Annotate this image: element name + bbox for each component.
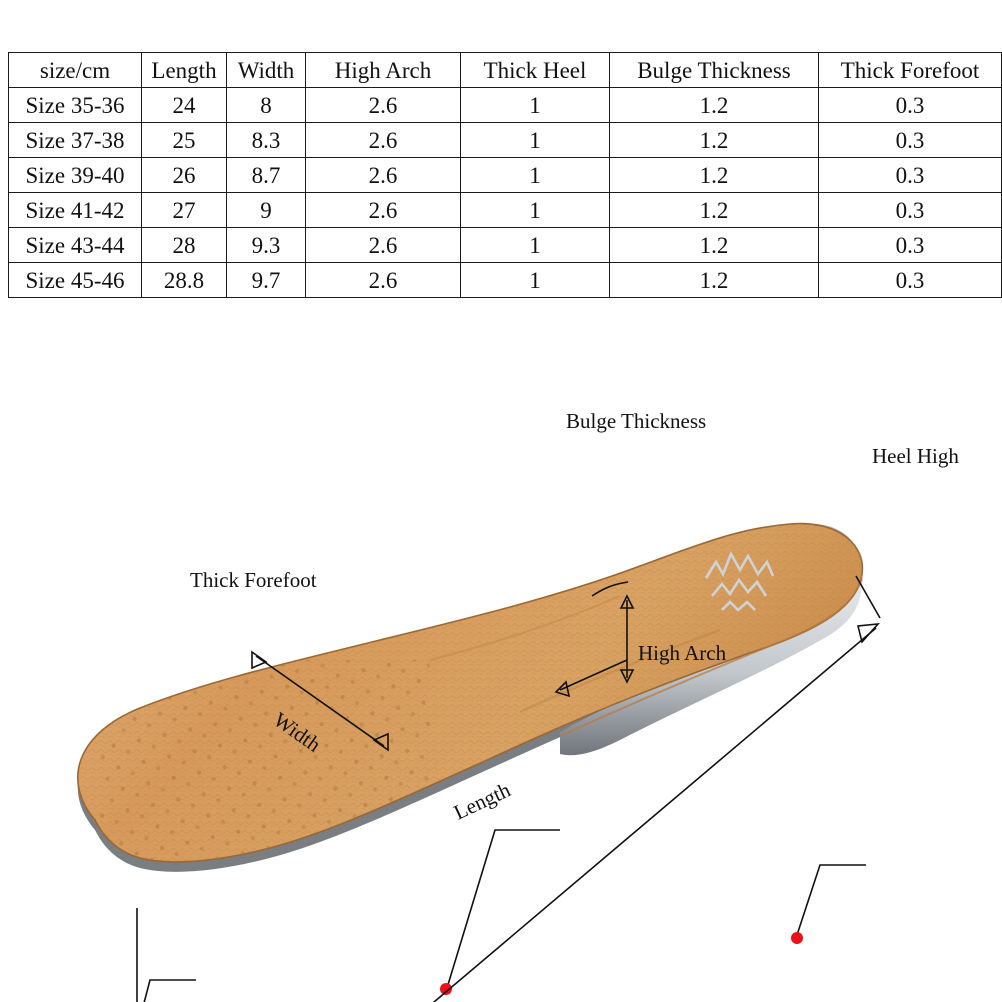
cell-high-arch: 2.6: [306, 88, 461, 123]
cell-length: 25: [142, 123, 227, 158]
cell-size: Size 37-38: [9, 123, 142, 158]
column-header-size: size/cm: [9, 53, 142, 88]
label-width: Width: [269, 707, 326, 757]
cell-bulge-thickness: 1.2: [610, 158, 819, 193]
cell-high-arch: 2.6: [306, 228, 461, 263]
cell-thick-heel: 1: [461, 263, 610, 298]
table-body: [9, 88, 1002, 298]
cell-width: 9.7: [227, 263, 306, 298]
table-row: [9, 123, 1002, 158]
cell-thick-forefoot: 0.3: [819, 158, 1002, 193]
label-high-arch: High Arch: [638, 641, 727, 665]
cell-length: 27: [142, 193, 227, 228]
table-row: [9, 193, 1002, 228]
table-header: [9, 53, 1002, 88]
cell-bulge-thickness: 1.2: [610, 263, 819, 298]
cell-width: 8: [227, 88, 306, 123]
column-header-bulge-thickness: Bulge Thickness: [610, 53, 819, 88]
cell-high-arch: 2.6: [306, 263, 461, 298]
column-header-high-arch: High Arch: [306, 53, 461, 88]
table-row: [9, 158, 1002, 193]
cell-thick-heel: 1: [461, 158, 610, 193]
label-heel-high: Heel High: [872, 444, 959, 468]
cell-high-arch: 2.6: [306, 158, 461, 193]
cell-size: Size 45-46: [9, 263, 142, 298]
cell-size: Size 35-36: [9, 88, 142, 123]
marker-heel-high: [791, 932, 803, 944]
cell-size: Size 39-40: [9, 158, 142, 193]
insole-top-surface: [60, 510, 890, 890]
cell-thick-forefoot: 0.3: [819, 193, 1002, 228]
cell-thick-heel: 1: [461, 228, 610, 263]
cell-length: 28: [142, 228, 227, 263]
table-row: [9, 263, 1002, 298]
cell-thick-forefoot: 0.3: [819, 263, 1002, 298]
cell-width: 9: [227, 193, 306, 228]
column-header-length: Length: [142, 53, 227, 88]
cell-thick-heel: 1: [461, 88, 610, 123]
cell-high-arch: 2.6: [306, 193, 461, 228]
cell-bulge-thickness: 1.2: [610, 193, 819, 228]
column-header-width: Width: [227, 53, 306, 88]
size-chart-table: [8, 52, 1002, 298]
cell-width: 9.3: [227, 228, 306, 263]
label-length: Length: [449, 777, 515, 825]
size-chart-table-container: [8, 52, 994, 298]
table-row: [9, 228, 1002, 263]
table-header-row: [9, 53, 1002, 88]
cell-thick-forefoot: 0.3: [819, 123, 1002, 158]
cell-thick-forefoot: 0.3: [819, 228, 1002, 263]
cell-width: 8.7: [227, 158, 306, 193]
label-bulge-thickness: Bulge Thickness: [566, 409, 707, 433]
table-row: [9, 88, 1002, 123]
label-thick-forefoot: Thick Forefoot: [190, 568, 317, 592]
cell-length: 24: [142, 88, 227, 123]
cell-thick-heel: 1: [461, 193, 610, 228]
cell-bulge-thickness: 1.2: [610, 228, 819, 263]
cell-size: Size 41-42: [9, 193, 142, 228]
cell-bulge-thickness: 1.2: [610, 88, 819, 123]
cell-length: 28.8: [142, 263, 227, 298]
cell-thick-heel: 1: [461, 123, 610, 158]
column-header-thick-heel: Thick Heel: [461, 53, 610, 88]
cell-thick-forefoot: 0.3: [819, 88, 1002, 123]
insole-diagram: [0, 360, 1002, 1002]
cell-length: 26: [142, 158, 227, 193]
annotation-heel-high: [791, 444, 959, 944]
cell-size: Size 43-44: [9, 228, 142, 263]
cell-high-arch: 2.6: [306, 123, 461, 158]
column-header-thick-forefoot: Thick Forefoot: [819, 53, 1002, 88]
cell-width: 8.3: [227, 123, 306, 158]
cell-bulge-thickness: 1.2: [610, 123, 819, 158]
